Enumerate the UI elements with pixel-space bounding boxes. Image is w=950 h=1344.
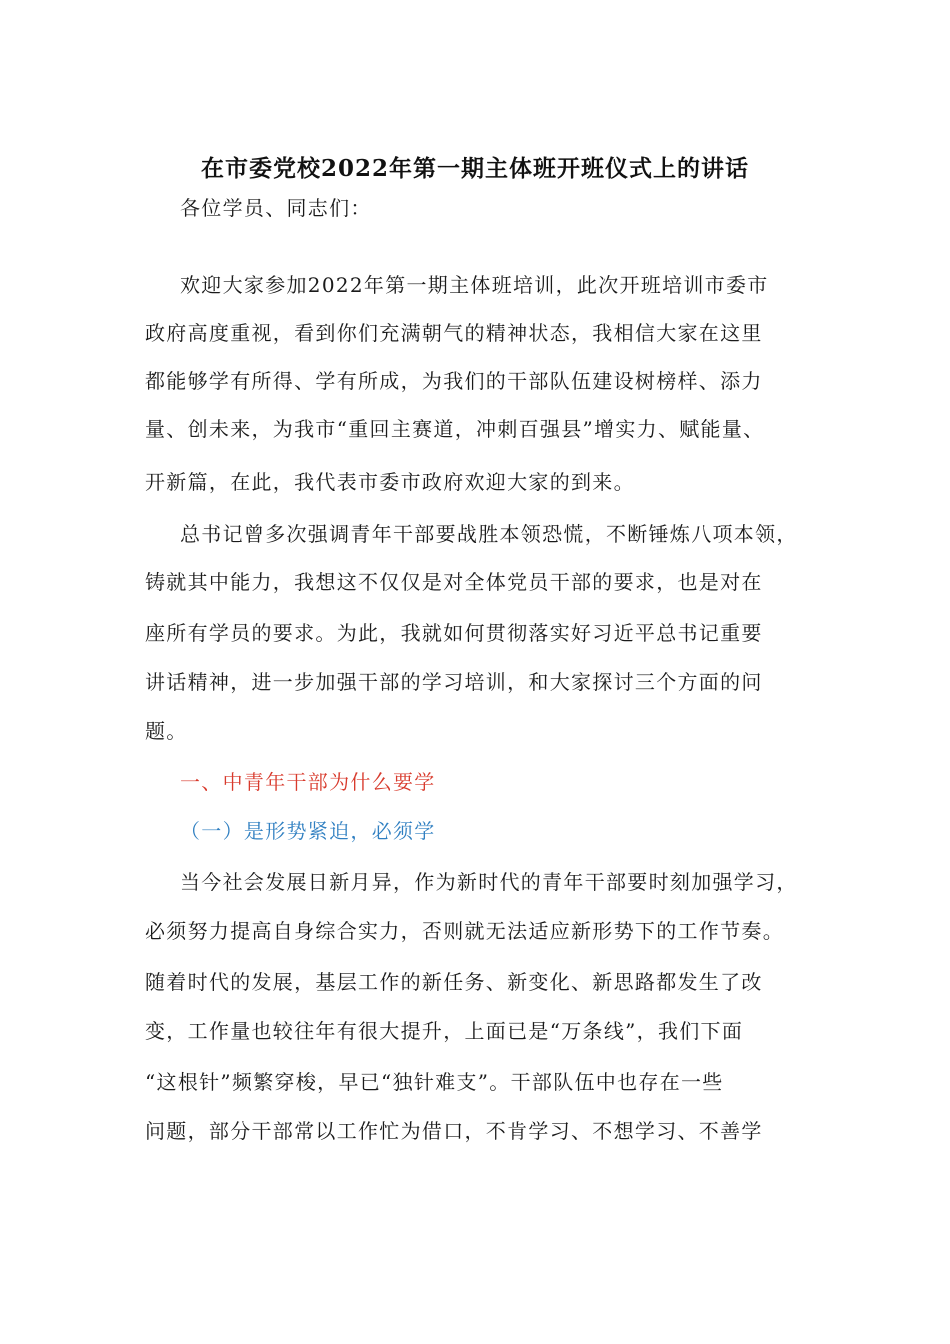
paragraph-1-line-5: 开新篇，在此，我代表市委市政府欢迎大家的到来。 <box>145 470 635 494</box>
paragraph-3-line-1: 当今社会发展日新月异，作为新时代的青年干部要时刻加强学习， <box>180 870 798 894</box>
section-heading-2: （一）是形势紧迫，必须学 <box>180 819 436 843</box>
paragraph-2-line-5: 题。 <box>145 719 188 743</box>
paragraph-2-line-4: 讲话精神，进一步加强干部的学习培训，和大家探讨三个方面的问 <box>145 670 763 694</box>
paragraph-1-line-3: 都能够学有所得、学有所成，为我们的干部队伍建设树榜样、添力 <box>145 369 763 393</box>
paragraph-1-line-4: 量、创未来，为我市“重回主赛道，冲刺百强县”增实力、赋能量、 <box>145 417 765 441</box>
paragraph-1-line-2: 政府高度重视，看到你们充满朝气的精神状态，我相信大家在这里 <box>145 321 763 345</box>
paragraph-3-line-4: 变，工作量也较往年有很大提升，上面已是“万条线”，我们下面 <box>145 1019 744 1043</box>
paragraph-1-line-1: 欢迎大家参加2022年第一期主体班培训，此次开班培训市委市 <box>180 273 769 297</box>
paragraph-2-line-3: 座所有学员的要求。为此，我就如何贯彻落实好习近平总书记重要 <box>145 621 763 645</box>
paragraph-2-line-2: 铸就其中能力，我想这不仅仅是对全体党员干部的要求，也是对在 <box>145 570 763 594</box>
section-heading-1: 一、中青年干部为什么要学 <box>180 770 436 794</box>
paragraph-3-line-5: “这根针”频繁穿梭，早已“独针难支”。干部队伍中也存在一些 <box>145 1070 724 1094</box>
paragraph-3-line-6: 问题，部分干部常以工作忙为借口，不肯学习、不想学习、不善学 <box>145 1119 763 1143</box>
paragraph-2-line-1: 总书记曾多次强调青年干部要战胜本领恐慌，不断锤炼八项本领， <box>180 522 798 546</box>
paragraph-3-line-3: 随着时代的发展，基层工作的新任务、新变化、新思路都发生了改 <box>145 970 763 994</box>
paragraph-3-line-2: 必须努力提高自身综合实力，否则就无法适应新形势下的工作节奏。 <box>145 919 784 943</box>
salutation: 各位学员、同志们： <box>180 196 372 220</box>
document-title: 在市委党校2022年第一期主体班开班仪式上的讲话 <box>200 155 749 182</box>
